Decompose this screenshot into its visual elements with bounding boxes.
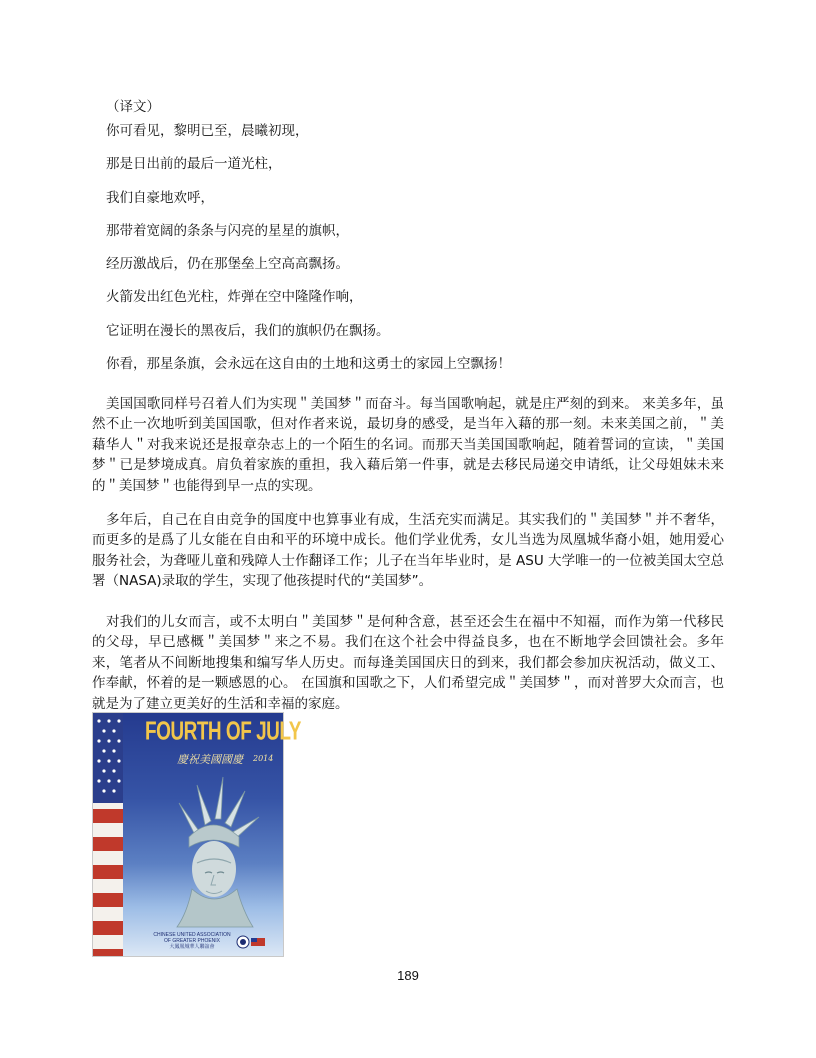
translation-heading: （译文） (106, 99, 160, 115)
poem-line: 经历激战后，仍在那堡垒上空高高飘扬。 (106, 256, 349, 273)
poem-line: 火箭发出红色光柱，炸弹在空中隆隆作响， (106, 289, 363, 306)
body-paragraph: 对我们的儿女而言，或不太明白＂美国梦＂是何种含意，甚至还会生在福中不知福，而作为第一代移民的父母，早已感概＂美国梦＂来之不易。我们在这个社会中得益良多，也在不断地学会回馈社会。多年来，笔者从不间断地搜集和编写华人历史。而每逢美国国庆日的到来，我们都会参加庆祝活动，做义工、作奉献，怀着的是一颗感恩的心。 在国旗和国歌之下，人们希望完成＂美国梦＂，而对普罗大众而言，也就是为了建立更美好的生活和幸福的家庭。 (92, 613, 724, 712)
poster-organization: CHINESE UNITED ASSOCIATION OF GREATER PHOENIX 大鳳凰城華人聯誼會 (153, 932, 231, 950)
poem-line: 你可看见，黎明已至，晨曦初现， (106, 123, 309, 139)
flag-star-field (93, 713, 123, 803)
poem-line: 它证明在漫长的黑夜后，我们的旗帜仍在飘扬。 (106, 322, 390, 339)
statue-of-liberty (177, 777, 259, 927)
page-number: 189 (397, 968, 419, 983)
poster-title: FOURTH OF JULY (145, 718, 301, 747)
poster-artwork (93, 713, 301, 956)
poster-year: 2014 (253, 754, 274, 763)
poem-line: 我们自豪地欢呼， (106, 189, 214, 206)
anthem-translation (106, 122, 786, 388)
fourth-of-july-poster (92, 712, 301, 957)
poem-line: 那带着宽阔的条条与闪亮的星星的旗帜， (106, 222, 349, 239)
poem-line: 你看，那星条旗，会永远在这自由的土地和这勇士的家园上空飘扬！ (106, 356, 511, 373)
poster-subtitle: 慶祝美國國慶 (177, 753, 243, 766)
body-paragraph: 多年后，自己在自由竞争的国度中也算事业有成，生活充实而满足。其实我们的＂美国梦＂并不奢华，而更多的是爲了儿女能在自由和平的环境中成长。他们学业优秀，女儿当选为凤凰城华裔小姐，她用爱心服务社会，为聋哑儿童和残障人士作翻译工作；儿子在当年毕业时，是 ASU 大学唯一的一位被美国太空总署（NASA)录取的学生，实现了他孩提时代的“美国梦”。 (92, 511, 724, 589)
poem-line: 那是日出前的最后一道光柱， (106, 156, 282, 173)
body-paragraph: 美国国歌同样号召着人们为实现＂美国梦＂而奋斗。每当国歌响起，就是庄严刻的到来。 来美多年，虽然不止一次地听到美国国歌，但对作者来说，最切身的感受，是当年入藉的那一刻。未来美国之前，＂美藉华人＂对我来说还是报章杂志上的一个陌生的名词。而那天当美国国歌响起，随着誓词的宣读，＂美国梦＂已是梦境成真。肩负着家族的重担，我入藉后第一件事，就是去移民局递交申请纸，让父母姐妹未来的＂美国梦＂也能得到早一点的实现。 (92, 395, 724, 494)
